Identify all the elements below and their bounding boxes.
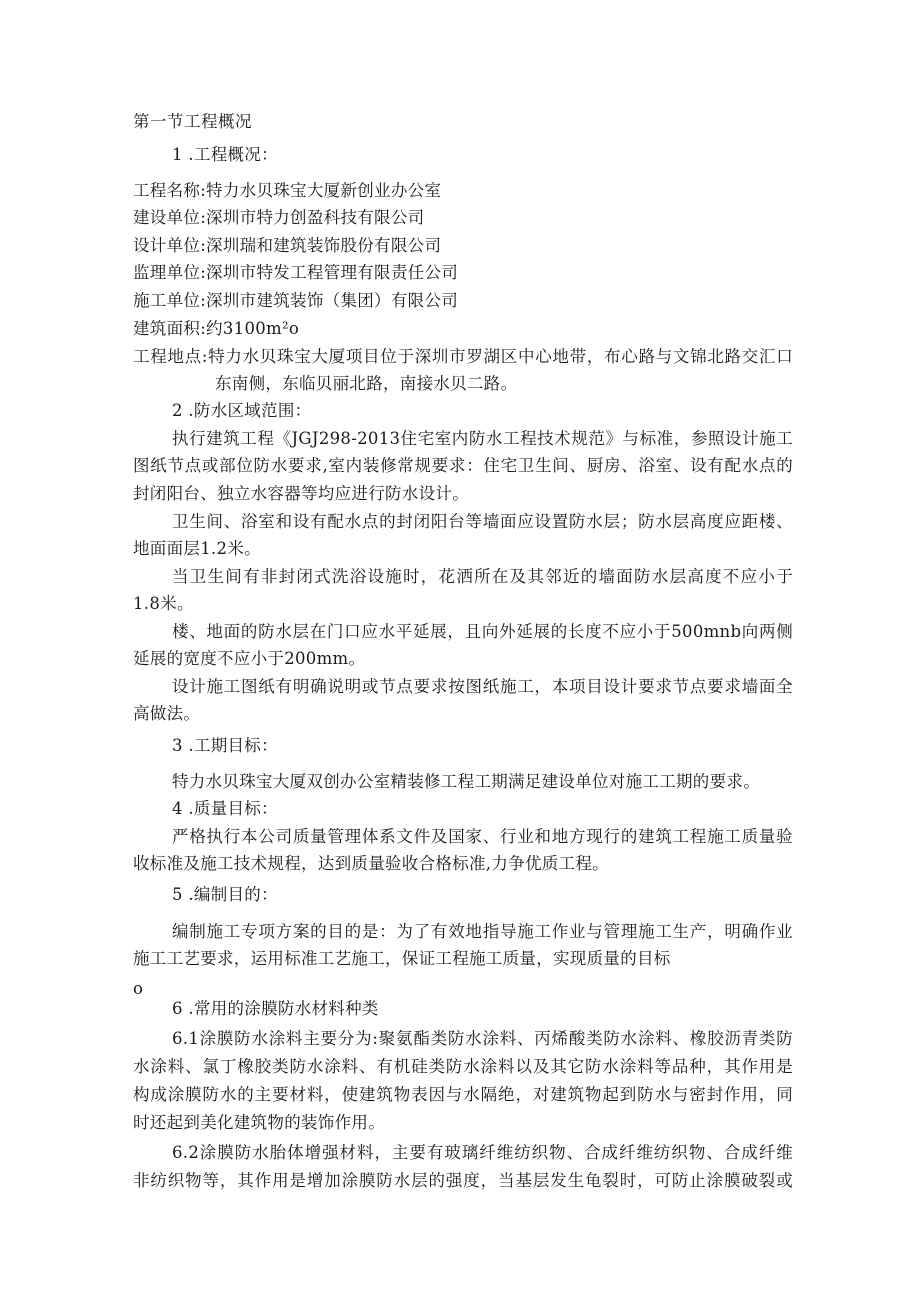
section-title: 第一节工程概况 [133,112,252,131]
heading-5: 5 .编制目的： [172,885,278,904]
paragraph-2a-line-1: 执行建筑工程《JGJ298-2013住宅室内防水工程技术规范》与标准，参照设计施工 [172,429,793,448]
heading-1: 1 .工程概况： [172,145,278,164]
paragraph-5-line-2: 施工工艺要求，运用标准工艺施工，保证工程施工质量，实现质量的目标 [133,949,671,968]
project-name: 工程名称:特力水贝珠宝大厦新创业办公室 [133,181,442,200]
heading-4: 4 .质量目标： [172,799,278,818]
paragraph-4-line-1: 严格执行本公司质量管理体系文件及国家、行业和地方现行的建筑工程施工质量验 [172,827,793,846]
paragraph-2d-line-1: 楼、地面的防水层在门口应水平延展，且向外延展的长度不应小于500mnb向两侧 [172,622,793,641]
paragraph-6-1-line-3: 构成涂膜防水的主要材料，使建筑物表因与水隔绝，对建筑物起到防水与密封作用，同 [133,1085,793,1104]
building-area: 建筑面积:约3100m²o [133,319,300,338]
paragraph-5-line-3: o [133,979,144,998]
supervision-unit: 监理单位:深圳市特发工程管理有限责任公司 [133,263,459,282]
location-line-2: 东南侧，东临贝丽北路，南接水贝二路。 [215,374,518,393]
paragraph-6-1-line-1: 6.1涂膜防水涂料主要分为:聚氨酯类防水涂料、丙烯酸类防水涂料、橡胶沥青类防 [172,1029,793,1048]
paragraph-6-1-line-4: 时还起到美化建筑物的装饰作用。 [133,1113,385,1132]
heading-6: 6 .常用的涂膜防水材料种类 [172,999,379,1018]
paragraph-2a-line-2: 图纸节点或部位防水要求,室内装修常规要求：住宅卫生间、厨房、浴室、设有配水点的 [133,456,793,475]
heading-3: 3 .工期目标： [172,736,278,755]
paragraph-2b-line-1: 卫生间、浴室和设有配水点的封闭阳台等墙面应设置防水层；防水层高度应距楼、 [172,512,793,531]
paragraph-2e-line-1: 设计施工图纸有明确说明或节点要求按图纸施工，本项目设计要求节点要求墙面全 [172,677,793,696]
paragraph-4-line-2: 收标准及施工技术规程，达到质量验收合格标准,力争优质工程。 [133,854,609,873]
paragraph-6-1-line-2: 水涂料、氯丁橡胶类防水涂料、有机硅类防水涂料以及其它防水涂料等品种，其作用是 [133,1057,793,1076]
construction-unit: 施工单位:深圳市建筑装饰（集团）有限公司 [133,291,459,310]
location-line-1: 工程地点:特力水贝珠宝大厦项目位于深圳市罗湖区中心地带，布心路与文锦北路交汇口 [133,347,793,366]
paragraph-5-line-1: 编制施工专项方案的目的是：为了有效地指导施工作业与管理施工生产，明确作业 [172,922,793,941]
paragraph-2b-line-2: 地面面层1.2米。 [133,539,261,558]
paragraph-2c-line-1: 当卫生间有非封闭式洗浴设施时，花洒所在及其邻近的墙面防水层高度不应小于 [172,567,793,586]
paragraph-2c-line-2: 1.8米。 [133,594,194,613]
owner-unit: 建设单位:深圳市特力创盈科技有限公司 [133,208,425,227]
paragraph-2e-line-2: 高做法。 [133,704,201,723]
design-unit: 设计单位:深圳瑞和建筑装饰股份有限公司 [133,236,442,255]
paragraph-3-line-1: 特力水贝珠宝大厦双创办公室精装修工程工期满足建设单位对施工工期的要求。 [172,772,760,791]
paragraph-6-2-line-1: 6.2涂膜防水胎体增强材料，主要有玻璃纤维纺织物、合成纤维纺织物、合成纤维 [172,1143,793,1162]
heading-2: 2 .防水区域范围： [172,401,312,420]
paragraph-2d-line-2: 延展的宽度不应小于200mm。 [133,649,366,668]
paragraph-2a-line-3: 封闭阳台、独立水容器等均应进行防水设计。 [133,484,469,503]
paragraph-6-2-line-2: 非纺织物等，其作用是增加涂膜防水层的强度，当基层发生龟裂时，可防止涂膜破裂或 [133,1171,793,1190]
